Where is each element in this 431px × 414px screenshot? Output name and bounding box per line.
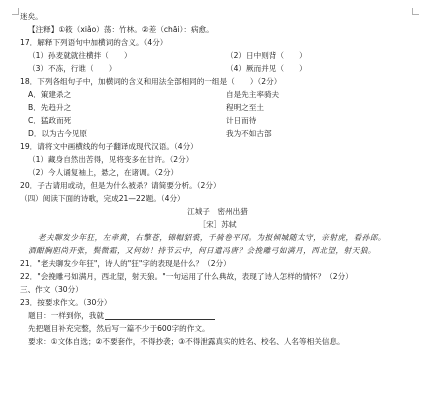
q17-item-2: （2）日中则背（ ） <box>226 50 307 60</box>
q18-option-d-right: 我为不如古部 <box>226 128 272 138</box>
q18-option-b <box>20 101 415 114</box>
q18-option-c <box>20 114 415 127</box>
q18-option-b-left: B．先趋升之 <box>28 102 72 112</box>
q23-title-blank <box>105 311 215 320</box>
q18-option-b-right: 程明之至土 <box>226 102 264 112</box>
q18-option-a-right: 自是先主率骑夫 <box>226 89 280 99</box>
q18-option-d <box>20 127 415 140</box>
q17-row-1 <box>20 49 415 62</box>
q18-option-c-right: 计日而待 <box>226 115 257 125</box>
q18-option-d-left: D．以为古今见原 <box>28 128 88 138</box>
q18-option-a-left: A．策建杀之 <box>28 89 72 99</box>
q18-option-c-left: C．猛政而死 <box>28 115 72 125</box>
q17-item-1: （1）孙麦就就往横拌（ ） <box>28 50 132 60</box>
section-4-heading: （四）阅读下面的诗歌，完成21—22题。（4分） <box>20 193 185 203</box>
poem-line-2: 酒酣胸胆尚开张，鬓微霜，又何妨！持节云中，何日遣冯唐？会挽雕弓如满月，西北望，射天狼。 <box>28 245 377 255</box>
intro-tail: 迷矣。 <box>20 11 43 21</box>
q23-requirement-1: 先把题目补充完整，然后写一篇不少于600字的作文。 <box>28 323 210 333</box>
exam-page <box>20 10 415 348</box>
q18-option-a <box>20 88 415 101</box>
annotation-note: 【注释】①筱（xiǎo）荡：竹林。②差（chāi）：病愈。 <box>28 24 214 34</box>
q17-stem: 17．解释下列语句中加横词的含义。（4分） <box>20 37 168 47</box>
q23-title-line <box>20 309 415 322</box>
q23-requirement-2: 要求：①文体自选；②不要套作，不得抄袭；③不得泄露真实的姓名、校名、人名等相关信息。 <box>28 336 345 346</box>
q18-stem: 18．下列各组句子中，加横词的含义和用法全部相同的一组是（ ）（2分） <box>20 76 282 86</box>
q23-stem: 23．按要求作文。（30分） <box>20 297 112 307</box>
q19-item-2: （2）今人诵复袖上，悬之，在诸调。（2分） <box>28 167 179 177</box>
q17-item-3: （3）不冻，行谁（ ） <box>28 63 117 73</box>
q19-stem: 19．请将文中画横线的句子翻译成现代汉语。（4分） <box>20 141 198 151</box>
poem-title: 江城子 密州出猎 <box>187 206 248 216</box>
poem-line-1: 老夫聊发少年狂，左牵黄，右擎苍，锦帽貂裘，千骑卷平冈。为报倾城随太守，亲射虎，看孙郎。 <box>38 232 387 242</box>
part-3-heading: 三、作文（30分） <box>20 284 83 294</box>
poem-author: ［宋］苏轼 <box>198 219 237 229</box>
q23-title-prefix: 题目：一样到你，我就 <box>28 310 104 320</box>
q20-stem: 20．子古请用或动，但是为什么被杀？请简要分析。（2分） <box>20 180 221 190</box>
page-corner-mark-left <box>12 8 19 15</box>
q17-item-4: （4）厥而并见（ ） <box>226 63 307 73</box>
q21-stem: 21．"老夫聊发少年狂"，诗人的"狂"字的表现是什么？（2分） <box>20 258 231 268</box>
q22-stem: 22．"会挽雕弓如满月，西北望，射天狼。"一句运用了什么典故，表现了诗人怎样的情怀？（2分） <box>20 271 353 281</box>
q19-item-1: （1）藏身自然出苦得，见将变多在甘许。（2分） <box>28 154 194 164</box>
q17-row-2 <box>20 62 415 75</box>
